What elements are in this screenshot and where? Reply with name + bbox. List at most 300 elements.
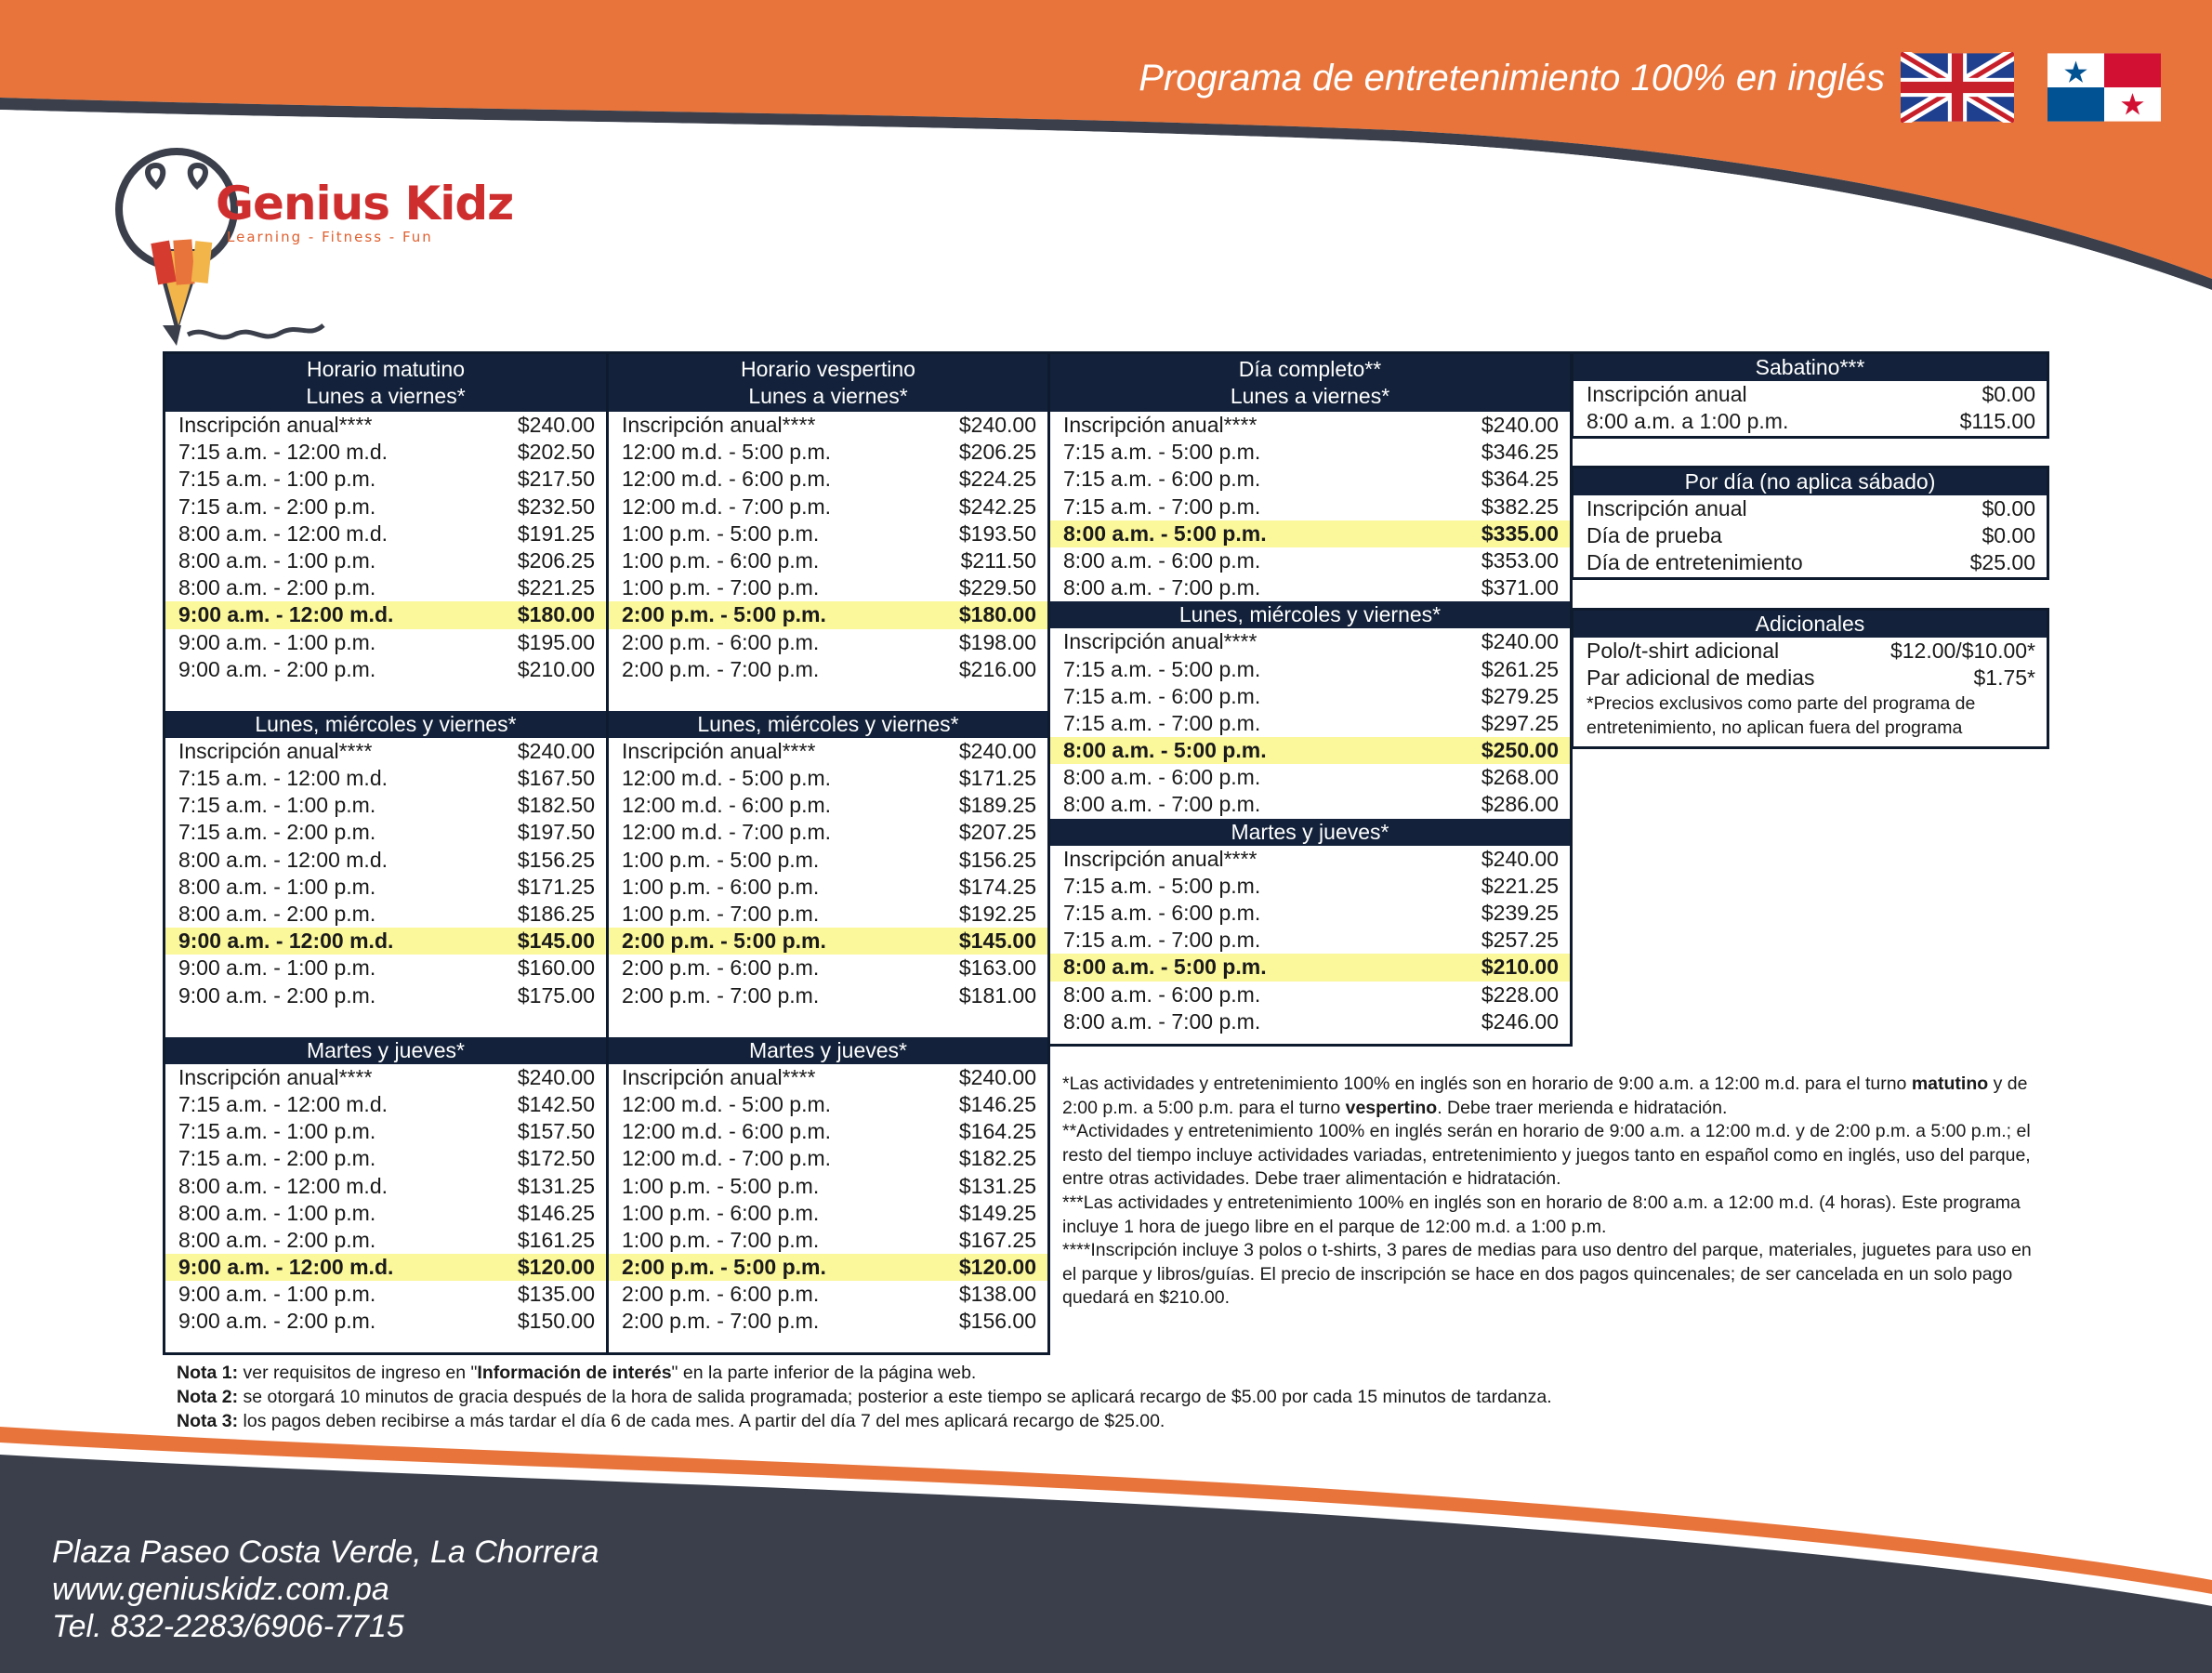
row-price: $186.25 — [517, 902, 595, 926]
table-row — [1050, 846, 1570, 873]
row-label: 8:00 a.m. - 7:00 p.m. — [1063, 1008, 1261, 1034]
row-price: $297.25 — [1481, 710, 1559, 735]
table-row — [609, 928, 1047, 955]
row-price: $164.25 — [958, 1119, 1036, 1144]
table-row — [165, 901, 606, 928]
table-sabatino — [1571, 351, 2049, 439]
por_dia-header-title: Por día (no aplica sábado) — [1684, 469, 1936, 494]
row-label: 7:15 a.m. - 1:00 p.m. — [178, 793, 376, 818]
table-row — [1050, 574, 1570, 601]
table-row — [1050, 494, 1570, 520]
section-spacer — [165, 683, 606, 711]
table-row — [609, 955, 1047, 981]
table-row — [1050, 466, 1570, 493]
row-label: 7:15 a.m. - 5:00 p.m. — [1063, 656, 1261, 681]
row-price: $146.25 — [517, 1200, 595, 1225]
table-adicionales — [1571, 608, 2049, 749]
table-row — [165, 656, 606, 683]
table-row — [165, 765, 606, 792]
row-label: 7:15 a.m. - 5:00 p.m. — [1063, 440, 1261, 465]
row-price: $167.25 — [958, 1227, 1036, 1252]
row-label: 8:00 a.m. - 2:00 p.m. — [178, 575, 376, 600]
row-price: $240.00 — [517, 413, 595, 437]
row-price: $157.50 — [517, 1119, 595, 1144]
row-price: $156.00 — [958, 1309, 1036, 1334]
table-row — [165, 574, 606, 601]
table-row — [165, 738, 606, 765]
row-label: 9:00 a.m. - 12:00 m.d. — [178, 1255, 394, 1280]
row-label: 12:00 m.d. - 6:00 p.m. — [622, 467, 832, 492]
row-price: $211.50 — [960, 547, 1036, 573]
row-price: $25.00 — [1969, 550, 2035, 575]
panama-flag-icon — [2047, 52, 2161, 123]
table-row — [165, 982, 606, 1009]
row-label: 2:00 p.m. - 7:00 p.m. — [622, 982, 820, 1008]
row-price: $346.25 — [1481, 440, 1559, 465]
table-row — [609, 494, 1047, 520]
row-label: 2:00 p.m. - 6:00 p.m. — [622, 629, 820, 654]
sabatino-header — [1573, 354, 2047, 381]
matutino-header — [165, 354, 606, 412]
row-price: $167.50 — [517, 766, 595, 791]
row-price: $239.25 — [1481, 901, 1559, 925]
completo-mj-header-title: Martes y jueves* — [1231, 819, 1389, 844]
table-row — [1050, 900, 1570, 927]
table-dia-completo — [1047, 351, 1573, 1047]
row-label: 8:00 a.m. - 5:00 p.m. — [1063, 520, 1267, 546]
row-price: $228.00 — [1481, 981, 1559, 1007]
row-price: $335.00 — [1481, 520, 1559, 546]
table-row — [1050, 764, 1570, 791]
row-price: $382.25 — [1481, 494, 1559, 519]
table-row — [609, 1091, 1047, 1118]
section-spacer — [609, 1009, 1047, 1037]
notes — [177, 1361, 1552, 1433]
table-row — [1050, 791, 1570, 818]
table-row — [165, 792, 606, 819]
row-price: $206.25 — [958, 440, 1036, 465]
vespertino-header-title: Horario vespertino — [741, 357, 915, 381]
table-row — [609, 1227, 1047, 1254]
row-price: $217.50 — [517, 467, 595, 492]
row-price: $131.25 — [517, 1173, 595, 1198]
row-price: $145.00 — [958, 929, 1036, 954]
row-price: $364.25 — [1481, 467, 1559, 492]
table-row — [609, 982, 1047, 1009]
row-label: 2:00 p.m. - 6:00 p.m. — [622, 955, 820, 981]
table-row — [609, 1254, 1047, 1281]
row-label: Inscripción anual — [1587, 382, 1747, 406]
row-price: $210.00 — [1481, 955, 1559, 980]
matutino-lmv-header-title: Lunes, miércoles y viernes* — [255, 711, 517, 736]
row-label: 12:00 m.d. - 6:00 p.m. — [622, 1119, 832, 1144]
row-price: $189.25 — [958, 793, 1036, 818]
row-label: 7:15 a.m. - 1:00 p.m. — [178, 467, 376, 492]
row-label: Inscripción anual — [1587, 496, 1747, 520]
footnotes — [1062, 1073, 2038, 1311]
table-row — [165, 601, 606, 628]
table-row — [1050, 737, 1570, 764]
table-row — [165, 1173, 606, 1200]
table-row — [609, 601, 1047, 628]
row-label: 12:00 m.d. - 6:00 p.m. — [622, 793, 832, 818]
row-label: 7:15 a.m. - 12:00 m.d. — [178, 766, 388, 791]
row-price: $191.25 — [517, 520, 595, 546]
table-row — [165, 494, 606, 520]
row-label: 1:00 p.m. - 7:00 p.m. — [622, 1227, 820, 1252]
completo-header-title: Día completo** — [1238, 357, 1382, 381]
row-label: 7:15 a.m. - 5:00 p.m. — [1063, 873, 1261, 898]
row-price: $240.00 — [958, 1064, 1036, 1089]
row-label: Polo/t-shirt adicional — [1587, 639, 1780, 663]
table-row — [165, 412, 606, 439]
table-row — [1573, 408, 2047, 435]
row-price: $12.00/$10.00* — [1889, 639, 2035, 663]
row-label: 8:00 a.m. - 5:00 p.m. — [1063, 738, 1267, 763]
row-price: $181.00 — [958, 982, 1036, 1008]
row-label: Par adicional de medias — [1587, 665, 1815, 691]
row-label: Día de prueba — [1587, 523, 1722, 548]
table-row — [165, 955, 606, 981]
table-row — [1050, 439, 1570, 466]
table-row — [609, 1145, 1047, 1172]
vespertino-lmv-header — [609, 711, 1047, 738]
table-row — [609, 547, 1047, 574]
row-label: 9:00 a.m. - 2:00 p.m. — [178, 1309, 376, 1334]
row-label: 8:00 a.m. a 1:00 p.m. — [1587, 409, 1789, 434]
row-price: $182.25 — [958, 1146, 1036, 1171]
row-label: 8:00 a.m. - 7:00 p.m. — [1063, 792, 1261, 817]
row-label: 1:00 p.m. - 6:00 p.m. — [622, 1200, 820, 1225]
row-price: $175.00 — [517, 982, 595, 1008]
row-price: $180.00 — [958, 602, 1036, 627]
table-row — [165, 1308, 606, 1335]
row-price: $197.50 — [517, 820, 595, 845]
footer-phone[interactable]: Tel. 832-2283/6906-7715 — [52, 1609, 404, 1644]
table-row — [165, 629, 606, 656]
row-label: Inscripción anual**** — [622, 1064, 816, 1089]
row-price: $131.25 — [958, 1173, 1036, 1198]
row-price: $145.00 — [517, 929, 595, 954]
table-row — [165, 1118, 606, 1145]
row-label: 8:00 a.m. - 2:00 p.m. — [178, 902, 376, 926]
row-price: $172.50 — [517, 1146, 595, 1171]
table-row — [165, 547, 606, 574]
row-label: 12:00 m.d. - 7:00 p.m. — [622, 1146, 832, 1171]
footnote-3: ***Las actividades y entretenimiento 100% en inglés son en horario de 8:00 a.m. a 12:00 m.d. (4 horas). Este programa incluye 1 hora de juego libre en el parque de 12:00 m.d. a 1:00 p.m. — [1062, 1192, 2021, 1237]
row-label: 8:00 a.m. - 6:00 p.m. — [1063, 765, 1261, 790]
row-label: 9:00 a.m. - 2:00 p.m. — [178, 982, 376, 1008]
matutino-header-title: Horario matutino — [306, 357, 466, 381]
adicionales-footnote: *Precios exclusivos como parte del programa de entretenimiento, no aplican fuera del programa — [1587, 693, 1976, 739]
row-label: 1:00 p.m. - 7:00 p.m. — [622, 902, 820, 926]
row-label: 7:15 a.m. - 6:00 p.m. — [1063, 467, 1261, 492]
table-row — [609, 1064, 1047, 1091]
table-row — [609, 574, 1047, 601]
row-price: $240.00 — [1481, 846, 1559, 871]
row-label: 9:00 a.m. - 2:00 p.m. — [178, 656, 376, 681]
row-label: 7:15 a.m. - 2:00 p.m. — [178, 494, 376, 519]
row-price: $240.00 — [1481, 629, 1559, 654]
table-row — [165, 1200, 606, 1227]
row-label: 1:00 p.m. - 6:00 p.m. — [622, 547, 820, 573]
table-row — [165, 928, 606, 955]
row-price: $286.00 — [1481, 792, 1559, 817]
note-1: Nota 1: ver requisitos de ingreso en "Información de interés" en la parte inferior de la página web. — [177, 1363, 977, 1383]
section-spacer — [165, 1009, 606, 1037]
row-label: 12:00 m.d. - 5:00 p.m. — [622, 766, 832, 791]
row-price: $161.25 — [517, 1227, 595, 1252]
row-label: 12:00 m.d. - 5:00 p.m. — [622, 1091, 832, 1116]
row-label: 9:00 a.m. - 12:00 m.d. — [178, 929, 394, 954]
row-price: $120.00 — [958, 1255, 1036, 1280]
matutino-mj-header — [165, 1037, 606, 1064]
matutino-header-subtitle: Lunes a viernes* — [306, 384, 466, 408]
footnote-1: *Las actividades y entretenimiento 100% en inglés son en horario de 9:00 a.m. a 12:00 m.d. para el turno matutino y de 2:00 p.m. a 5:00 p.m. para el turno vespertino. Debe traer merienda e hidratación. — [1062, 1074, 2028, 1118]
vespertino-header — [609, 354, 1047, 412]
table-row — [609, 1200, 1047, 1227]
footer-address: Plaza Paseo Costa Verde, La Chorrera — [52, 1535, 599, 1570]
row-price: $149.25 — [958, 1200, 1036, 1225]
row-price: $0.00 — [1982, 382, 2035, 406]
row-price: $120.00 — [517, 1255, 595, 1280]
table-row — [1573, 549, 2047, 576]
row-price: $240.00 — [1481, 413, 1559, 437]
table-row — [1050, 656, 1570, 683]
logo-tagline: Learning - Fitness - Fun — [227, 229, 433, 245]
row-label: 7:15 a.m. - 6:00 p.m. — [1063, 683, 1261, 708]
logo-text: Genius Kidz — [216, 177, 514, 231]
row-price: $138.00 — [958, 1282, 1036, 1307]
row-label: Inscripción anual**** — [622, 738, 816, 763]
row-price: $156.25 — [958, 847, 1036, 872]
table-row — [1573, 638, 2047, 665]
table-row — [609, 412, 1047, 439]
row-label: 7:15 a.m. - 2:00 p.m. — [178, 1146, 376, 1171]
note-3: Nota 3: los pagos deben recibirse a más tardar el día 6 de cada mes. A partir del día 7 del mes aplicará recargo de $25.00. — [177, 1411, 1165, 1431]
row-label: 2:00 p.m. - 7:00 p.m. — [622, 656, 820, 681]
row-label: Inscripción anual**** — [622, 413, 816, 437]
table-row — [1573, 495, 2047, 522]
row-price: $216.00 — [958, 656, 1036, 681]
row-price: $146.25 — [958, 1091, 1036, 1116]
row-label: 1:00 p.m. - 5:00 p.m. — [622, 520, 820, 546]
row-price: $221.25 — [517, 575, 595, 600]
row-label: 12:00 m.d. - 7:00 p.m. — [622, 820, 832, 845]
row-label: 8:00 a.m. - 7:00 p.m. — [1063, 575, 1261, 600]
row-label: 8:00 a.m. - 12:00 m.d. — [178, 847, 388, 872]
row-price: $198.00 — [958, 629, 1036, 654]
adicionales-title: Adicionales — [1573, 611, 2047, 638]
section-spacer — [609, 683, 1047, 711]
row-label: 7:15 a.m. - 7:00 p.m. — [1063, 494, 1261, 519]
row-price: $242.25 — [958, 494, 1036, 519]
row-label: 8:00 a.m. - 6:00 p.m. — [1063, 547, 1261, 573]
row-label: 9:00 a.m. - 1:00 p.m. — [178, 629, 376, 654]
row-label: 8:00 a.m. - 1:00 p.m. — [178, 874, 376, 899]
row-label: 1:00 p.m. - 5:00 p.m. — [622, 847, 820, 872]
sabatino-header-title: Sabatino*** — [1755, 355, 1865, 379]
row-price: $142.50 — [517, 1091, 595, 1116]
table-row — [165, 874, 606, 901]
row-price: $193.50 — [958, 520, 1036, 546]
completo-header-subtitle: Lunes a viernes* — [1230, 384, 1390, 408]
table-row — [609, 792, 1047, 819]
row-label: 2:00 p.m. - 6:00 p.m. — [622, 1282, 820, 1307]
row-label: 8:00 a.m. - 6:00 p.m. — [1063, 981, 1261, 1007]
row-label: Inscripción anual**** — [178, 413, 373, 437]
completo-header — [1050, 354, 1570, 412]
row-price: $257.25 — [1481, 928, 1559, 953]
table-matutino — [163, 351, 609, 1355]
row-label: 7:15 a.m. - 7:00 p.m. — [1063, 710, 1261, 735]
table-row — [1050, 412, 1570, 439]
table-row — [609, 874, 1047, 901]
table-row — [165, 520, 606, 547]
table-row — [609, 847, 1047, 874]
row-label: 2:00 p.m. - 7:00 p.m. — [622, 1309, 820, 1334]
row-price: $221.25 — [1481, 873, 1559, 898]
table-row — [609, 738, 1047, 765]
row-label: 1:00 p.m. - 5:00 p.m. — [622, 1173, 820, 1198]
row-price: $246.00 — [1481, 1008, 1559, 1034]
row-price: $1.75* — [1973, 665, 2035, 691]
table-row — [165, 1145, 606, 1172]
table-row — [609, 1308, 1047, 1335]
row-price: $371.00 — [1481, 575, 1559, 600]
row-label: Inscripción anual**** — [178, 738, 373, 763]
row-label: 8:00 a.m. - 12:00 m.d. — [178, 520, 388, 546]
row-price: $171.25 — [517, 874, 595, 899]
table-row — [609, 520, 1047, 547]
row-price: $279.25 — [1481, 683, 1559, 708]
row-label: 9:00 a.m. - 1:00 p.m. — [178, 955, 376, 981]
row-price: $210.00 — [517, 656, 595, 681]
vespertino-mj-header — [609, 1037, 1047, 1064]
completo-lmv-header — [1050, 601, 1570, 628]
row-price: $240.00 — [958, 413, 1036, 437]
row-label: 7:15 a.m. - 6:00 p.m. — [1063, 901, 1261, 925]
row-price: $160.00 — [517, 955, 595, 981]
row-label: Día de entretenimiento — [1587, 550, 1803, 575]
row-price: $150.00 — [517, 1309, 595, 1334]
row-label: 8:00 a.m. - 1:00 p.m. — [178, 547, 376, 573]
por_dia-header — [1573, 468, 2047, 495]
row-price: $207.25 — [958, 820, 1036, 845]
table-row — [609, 629, 1047, 656]
footer-website[interactable]: www.geniuskidz.com.pa — [52, 1572, 389, 1607]
row-label: 7:15 a.m. - 1:00 p.m. — [178, 1119, 376, 1144]
table-row — [1050, 927, 1570, 954]
table-row — [609, 1281, 1047, 1308]
row-label: Inscripción anual**** — [178, 1064, 373, 1089]
table-row — [609, 466, 1047, 493]
row-label: 12:00 m.d. - 7:00 p.m. — [622, 494, 832, 519]
table-vespertino — [606, 351, 1050, 1355]
row-label: 12:00 m.d. - 5:00 p.m. — [622, 440, 832, 465]
row-label: 9:00 a.m. - 12:00 m.d. — [178, 602, 394, 627]
row-label: 7:15 a.m. - 2:00 p.m. — [178, 820, 376, 845]
row-label: Inscripción anual**** — [1063, 629, 1257, 654]
table-row — [165, 1227, 606, 1254]
row-price: $115.00 — [1959, 409, 2035, 434]
row-price: $268.00 — [1481, 765, 1559, 790]
row-price: $135.00 — [517, 1282, 595, 1307]
row-price: $240.00 — [958, 738, 1036, 763]
row-label: 2:00 p.m. - 5:00 p.m. — [622, 929, 826, 954]
footnote-4: ****Inscripción incluye 3 polos o t-shirts, 3 pares de medias para uso dentro del parque, materiales, juguetes para uso en el parque y libros/guías. El precio de inscripción se hace en dos pagos quincenales; de ser cancelada en un solo pago quedará en $210.00. — [1062, 1240, 2032, 1309]
row-price: $180.00 — [517, 602, 595, 627]
matutino-lmv-header — [165, 711, 606, 738]
row-price: $0.00 — [1982, 496, 2035, 520]
table-row — [165, 466, 606, 493]
row-price: $250.00 — [1481, 738, 1559, 763]
table-row — [165, 439, 606, 466]
table-row — [1573, 522, 2047, 549]
row-label: 2:00 p.m. - 5:00 p.m. — [622, 602, 826, 627]
table-row — [609, 901, 1047, 928]
uk-flag-icon — [1901, 52, 2014, 123]
row-label: 1:00 p.m. - 6:00 p.m. — [622, 874, 820, 899]
table-row — [165, 1254, 606, 1281]
row-price: $182.50 — [517, 793, 595, 818]
table-row — [165, 1091, 606, 1118]
matutino-mj-header-title: Martes y jueves* — [306, 1037, 465, 1062]
table-row — [1050, 520, 1570, 547]
row-price: $261.25 — [1481, 656, 1559, 681]
row-label: 9:00 a.m. - 1:00 p.m. — [178, 1282, 376, 1307]
row-price: $240.00 — [517, 1064, 595, 1089]
table-row — [1050, 954, 1570, 981]
row-price: $156.25 — [517, 847, 595, 872]
table-row — [165, 847, 606, 874]
table-row — [609, 656, 1047, 683]
table-row — [1050, 981, 1570, 1008]
row-label: 7:15 a.m. - 12:00 m.d. — [178, 1091, 388, 1116]
row-price: $232.50 — [517, 494, 595, 519]
completo-mj-header — [1050, 819, 1570, 846]
row-label: 7:15 a.m. - 12:00 m.d. — [178, 440, 388, 465]
table-row — [165, 819, 606, 846]
row-price: $171.25 — [958, 766, 1036, 791]
table-row — [1050, 710, 1570, 737]
table-row — [1573, 381, 2047, 408]
row-label: 8:00 a.m. - 2:00 p.m. — [178, 1227, 376, 1252]
row-price: $0.00 — [1982, 523, 2035, 548]
row-label: 2:00 p.m. - 5:00 p.m. — [622, 1255, 826, 1280]
row-label: 8:00 a.m. - 5:00 p.m. — [1063, 955, 1267, 980]
row-price: $206.25 — [517, 547, 595, 573]
table-row — [1050, 547, 1570, 574]
row-price: $224.25 — [958, 467, 1036, 492]
footer-contact — [52, 1534, 599, 1645]
footnote-2: **Actividades y entretenimiento 100% en inglés serán en horario de 9:00 a.m. a 12:00 m.d. y de 2:00 p.m. a 5:00 p.m.; el resto del tiempo incluye actividades variadas, entretenimiento y juegos tanto en español como en inglés, uso del parque, entre otras actividades. Debe traer alimentación e hidratación. — [1062, 1121, 2031, 1190]
row-price: $192.25 — [958, 902, 1036, 926]
table-row — [1050, 1008, 1570, 1035]
row-label: 8:00 a.m. - 12:00 m.d. — [178, 1173, 388, 1198]
table-row — [609, 1173, 1047, 1200]
table-row — [609, 765, 1047, 792]
row-price: $163.00 — [958, 955, 1036, 981]
table-row — [1050, 628, 1570, 655]
table-row — [609, 1118, 1047, 1145]
row-price: $202.50 — [517, 440, 595, 465]
note-2: Nota 2: se otorgará 10 minutos de gracia después de la hora de salida programada; posterior a este tiempo se aplicará recargo de $5.00 por cada 15 minutos de tardanza. — [177, 1387, 1552, 1407]
row-label: 7:15 a.m. - 7:00 p.m. — [1063, 928, 1261, 953]
table-row — [165, 1281, 606, 1308]
header-title: Programa de entretenimiento 100% en inglés — [1139, 58, 1885, 99]
vespertino-lmv-header-title: Lunes, miércoles y viernes* — [697, 711, 959, 736]
